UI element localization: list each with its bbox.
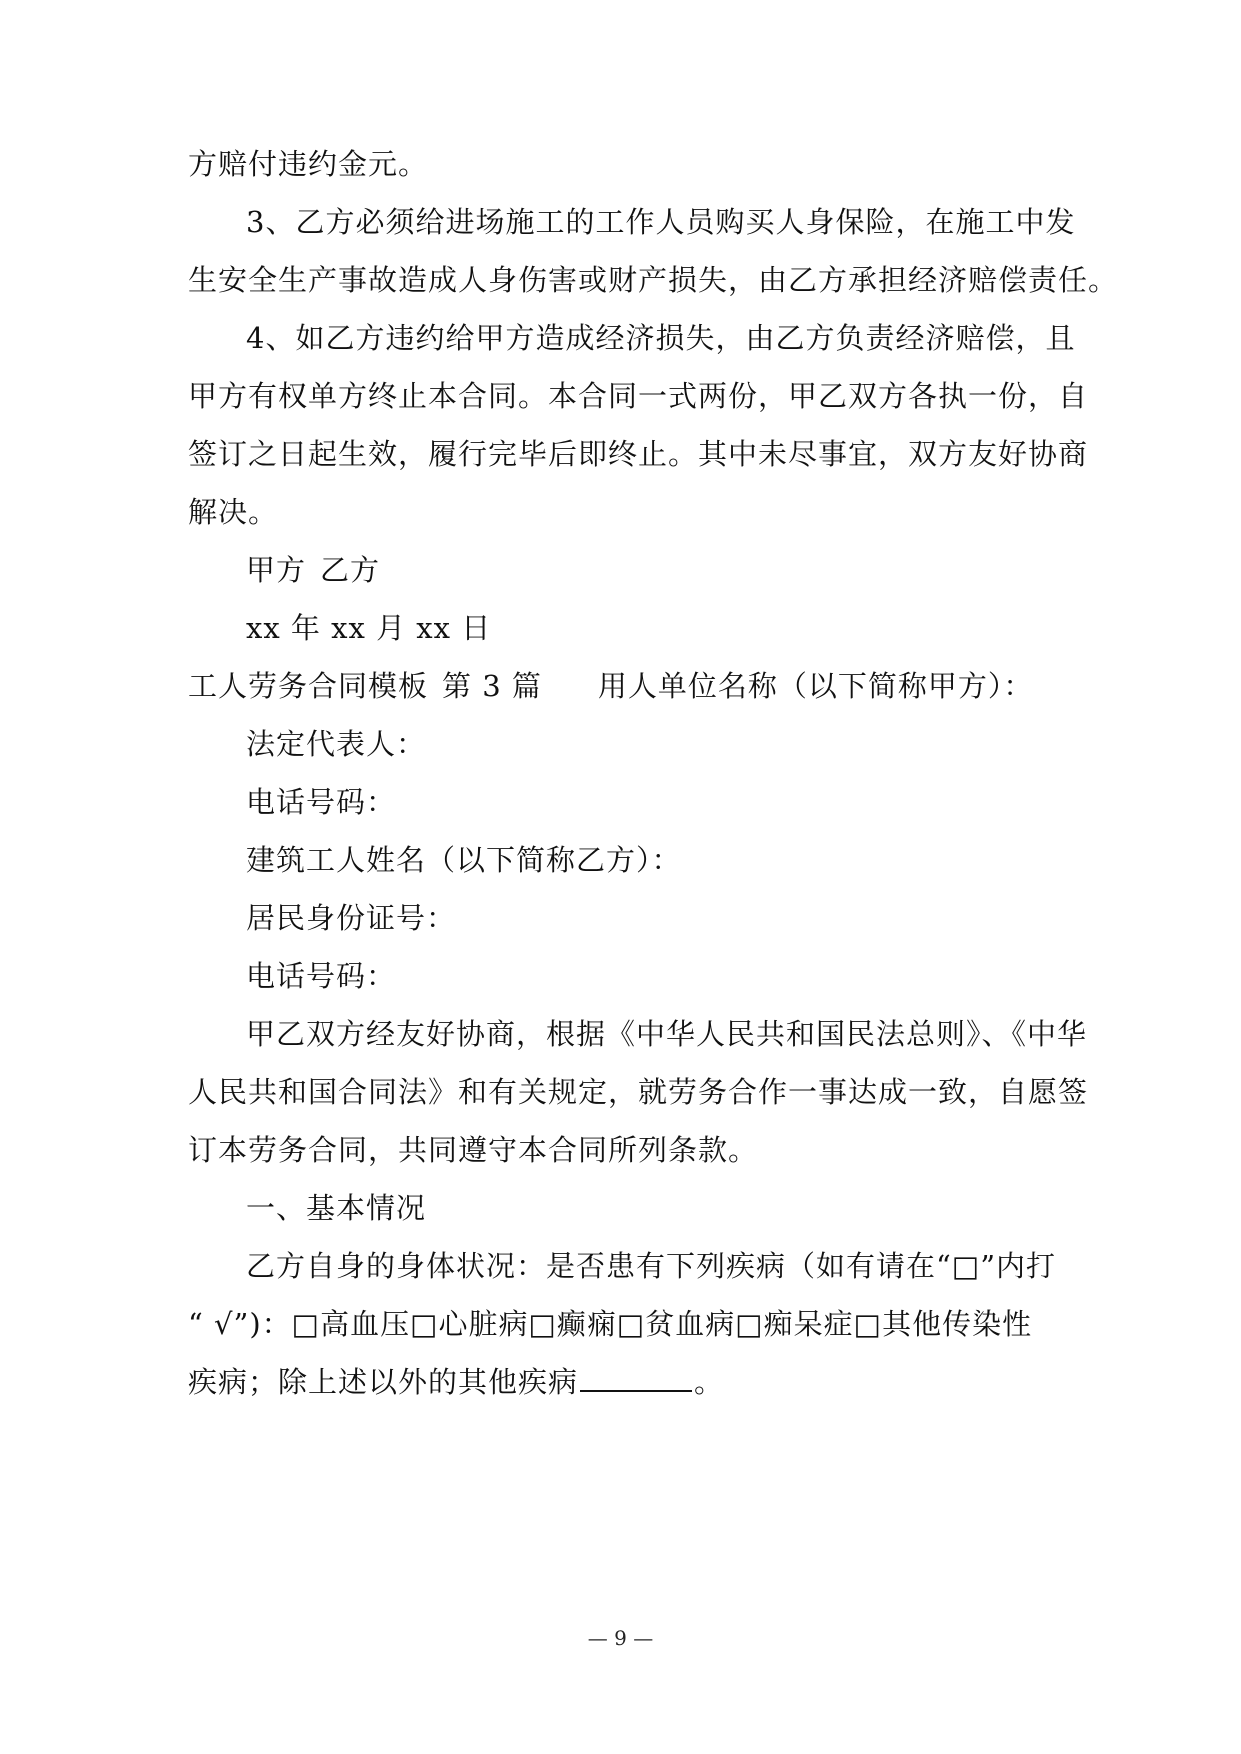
page-number: — 9 — <box>587 1626 654 1650</box>
worker-name-label: 建筑工人姓名（以下简称乙方）： <box>246 843 682 877</box>
template-title: 工人劳务合同模板 <box>188 669 429 703</box>
health-status-line-2: “ √”)：□高血压□心脏病□癫痫□贫血病□痴呆症□其他传染性 <box>188 1307 1033 1341</box>
party-a-label: 甲方 <box>246 553 307 587</box>
paragraph-line: 方赔付违约金元。 <box>188 147 429 181</box>
party-b-label: 乙方 <box>320 553 381 587</box>
health-status-line-1: 乙方自身的身体状况：是否患有下列疾病（如有请在“□”内打 <box>246 1249 1057 1283</box>
section-heading-line <box>188 666 1033 706</box>
clause-4-line-3: 签订之日起生效，履行完毕后即终止。其中未尽事宜，双方友好协商 <box>188 437 1089 471</box>
sentence-end: 。 <box>694 1365 725 1399</box>
other-disease-label: 疾病；除上述以外的其他疾病 <box>188 1365 579 1399</box>
template-chapter: 第 3 篇 <box>442 669 542 703</box>
clause-4-line-2: 甲方有权单方终止本合同。本合同一式两份，甲乙双方各执一份，自 <box>188 379 1089 413</box>
clause-3-line-2: 生安全生产事故造成人身伤害或财产损失，由乙方承担经济赔偿责任。 <box>188 263 1119 297</box>
section-basic-info-heading: 一、基本情况 <box>246 1191 427 1225</box>
employer-name-label: 用人单位名称（以下简称甲方）： <box>597 669 1034 703</box>
clause-4-line-4: 解决。 <box>188 495 279 529</box>
id-number-label: 居民身份证号： <box>246 901 457 935</box>
clause-4-line-1: 4、如乙方违约给甲方造成经济损失，由乙方负责经济赔偿，且 <box>246 321 1076 355</box>
employer-phone-label: 电话号码： <box>246 785 397 819</box>
preamble-line-2: 人民共和国合同法》和有关规定，就劳务合作一事达成一致，自愿签 <box>188 1075 1089 1109</box>
clause-3-line-1: 3、乙方必须给进场施工的工作人员购买人身保险，在施工中发 <box>246 205 1076 239</box>
legal-representative-label: 法定代表人： <box>246 727 427 761</box>
preamble-line-1: 甲乙双方经友好协商，根据《中华人民共和国民法总则》、《中华 <box>246 1017 1088 1051</box>
health-status-line-3 <box>188 1362 724 1402</box>
preamble-line-3: 订本劳务合同，共同遵守本合同所列条款。 <box>188 1133 759 1167</box>
worker-phone-label: 电话号码： <box>246 959 397 993</box>
signature-date: xx 年 xx 月 xx 日 <box>246 611 492 645</box>
signature-parties <box>246 550 380 590</box>
other-disease-blank[interactable] <box>580 1362 692 1392</box>
